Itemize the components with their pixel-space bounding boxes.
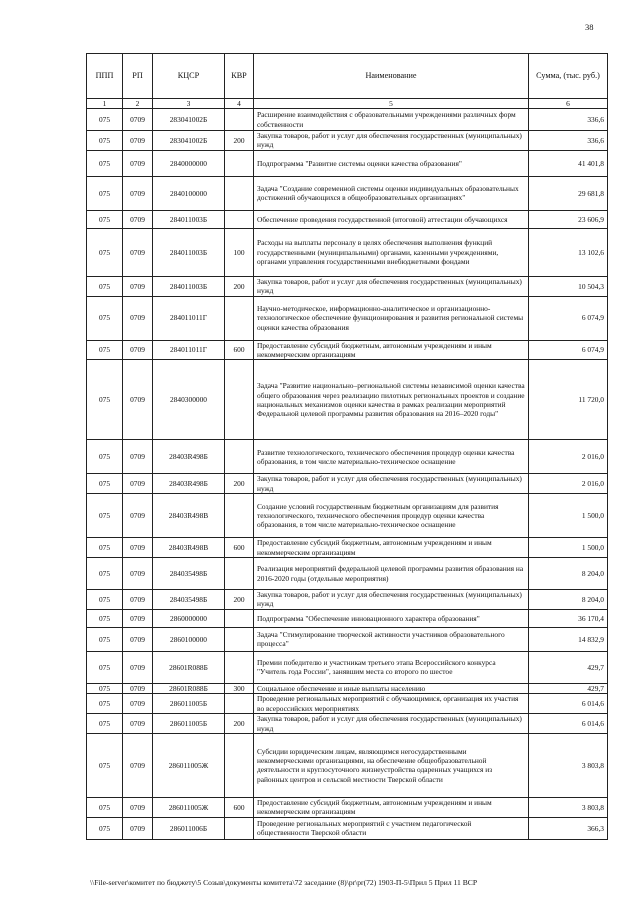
cell-sum: 6 074,9 bbox=[529, 296, 608, 340]
table-row bbox=[87, 440, 608, 474]
cell-sum: 13 102,6 bbox=[529, 228, 608, 276]
cell-sum: 10 504,3 bbox=[529, 276, 608, 296]
page-number: 38 bbox=[585, 22, 594, 32]
cell-sum: 3 803,8 bbox=[529, 733, 608, 797]
table-row bbox=[87, 714, 608, 734]
cell-name: Подпрограмма "Обеспечение инновационного характера образования" bbox=[254, 609, 529, 627]
table-row bbox=[87, 590, 608, 610]
budget-table bbox=[86, 53, 608, 840]
cell-name: Субсидии юридическим лицам, являющимся негосударственными некоммерческими организациями, на обеспечение общеобразовательной деятельности и круглосуточного жизнеустройства одаренных учащихся из районных центров и сельской местности Тверской области bbox=[254, 733, 529, 797]
cell-kvr bbox=[225, 360, 254, 440]
cell-kvr bbox=[225, 150, 254, 176]
cell-rp: 0709 bbox=[123, 109, 153, 131]
cell-rp: 0709 bbox=[123, 558, 153, 590]
cell-name: Задача "Создание современной системы оценки индивидуальных образовательных достижений обучающихся в общеобразовательных организациях" bbox=[254, 176, 529, 210]
cell-ppp: 075 bbox=[87, 176, 123, 210]
cell-ppp: 075 bbox=[87, 210, 123, 228]
cell-sum: 23 606,9 bbox=[529, 210, 608, 228]
cell-rp: 0709 bbox=[123, 817, 153, 839]
header-sum: Сумма, (тыс. руб.) bbox=[529, 54, 608, 99]
cell-sum: 36 170,4 bbox=[529, 609, 608, 627]
cell-sum: 41 401,8 bbox=[529, 150, 608, 176]
cell-name: Проведение региональных мероприятий с участием педагогической общественности Тверской области bbox=[254, 817, 529, 839]
table-row bbox=[87, 228, 608, 276]
cell-ppp: 075 bbox=[87, 474, 123, 494]
cell-rp: 0709 bbox=[123, 440, 153, 474]
cell-sum: 8 204,0 bbox=[529, 558, 608, 590]
cell-ppp: 075 bbox=[87, 360, 123, 440]
cell-ppp: 075 bbox=[87, 340, 123, 360]
cell-rp: 0709 bbox=[123, 296, 153, 340]
table-row bbox=[87, 296, 608, 340]
cell-rp: 0709 bbox=[123, 360, 153, 440]
cell-sum: 429,7 bbox=[529, 683, 608, 693]
cell-kcsr: 284035498Б bbox=[153, 590, 225, 610]
cell-ppp: 075 bbox=[87, 558, 123, 590]
cell-kcsr: 283041002Б bbox=[153, 109, 225, 131]
cell-sum: 1 500,0 bbox=[529, 538, 608, 558]
cell-kcsr: 2860000000 bbox=[153, 609, 225, 627]
table-row bbox=[87, 340, 608, 360]
cell-rp: 0709 bbox=[123, 590, 153, 610]
column-number: 2 bbox=[123, 99, 153, 109]
cell-kvr bbox=[225, 210, 254, 228]
cell-kvr: 200 bbox=[225, 131, 254, 151]
cell-rp: 0709 bbox=[123, 210, 153, 228]
cell-ppp: 075 bbox=[87, 109, 123, 131]
cell-ppp: 075 bbox=[87, 276, 123, 296]
cell-name: Закупка товаров, работ и услуг для обеспечения государственных (муниципальных) нужд bbox=[254, 474, 529, 494]
cell-ppp: 075 bbox=[87, 590, 123, 610]
cell-name: Обеспечение проведения государственной (итоговой) аттестации обучающихся bbox=[254, 210, 529, 228]
cell-rp: 0709 bbox=[123, 694, 153, 714]
cell-kvr: 100 bbox=[225, 228, 254, 276]
cell-kvr bbox=[225, 494, 254, 538]
header-ppp: ППП bbox=[87, 54, 123, 99]
cell-rp: 0709 bbox=[123, 683, 153, 693]
cell-rp: 0709 bbox=[123, 797, 153, 817]
cell-rp: 0709 bbox=[123, 651, 153, 683]
table-row bbox=[87, 627, 608, 651]
cell-kvr bbox=[225, 733, 254, 797]
cell-rp: 0709 bbox=[123, 150, 153, 176]
cell-kvr bbox=[225, 627, 254, 651]
cell-kvr: 200 bbox=[225, 714, 254, 734]
cell-ppp: 075 bbox=[87, 296, 123, 340]
header-kcsr: КЦСР bbox=[153, 54, 225, 99]
cell-ppp: 075 bbox=[87, 694, 123, 714]
cell-ppp: 075 bbox=[87, 609, 123, 627]
table-row bbox=[87, 538, 608, 558]
table-row bbox=[87, 494, 608, 538]
cell-name: Подпрограмма "Развитие системы оценки качества образования" bbox=[254, 150, 529, 176]
cell-kcsr: 28601R088Б bbox=[153, 683, 225, 693]
cell-rp: 0709 bbox=[123, 494, 153, 538]
column-number: 6 bbox=[529, 99, 608, 109]
cell-kvr: 200 bbox=[225, 474, 254, 494]
table-row bbox=[87, 131, 608, 151]
cell-kvr: 200 bbox=[225, 276, 254, 296]
cell-kvr bbox=[225, 176, 254, 210]
cell-sum: 14 832,9 bbox=[529, 627, 608, 651]
cell-kcsr: 28403R498Б bbox=[153, 474, 225, 494]
table-row bbox=[87, 797, 608, 817]
cell-name: Премии победителю и участникам третьего этапа Всероссийского конкурса "Учитель года России", занявшим места со второго по шестое bbox=[254, 651, 529, 683]
cell-kcsr: 2840100000 bbox=[153, 176, 225, 210]
cell-name: Развитие технологического, технического обеспечения процедур оценки качества образования, в том числе материально-техническое оснащение bbox=[254, 440, 529, 474]
table-row bbox=[87, 609, 608, 627]
cell-kcsr: 28403R498В bbox=[153, 538, 225, 558]
cell-kcsr: 286011005Б bbox=[153, 714, 225, 734]
column-number-row bbox=[87, 99, 608, 109]
cell-rp: 0709 bbox=[123, 276, 153, 296]
cell-kcsr: 2840000000 bbox=[153, 150, 225, 176]
cell-name: Предоставление субсидий бюджетным, автономным учреждениям и иным некоммерческим организациям bbox=[254, 797, 529, 817]
cell-kvr: 300 bbox=[225, 683, 254, 693]
cell-kcsr: 28403R498В bbox=[153, 494, 225, 538]
cell-ppp: 075 bbox=[87, 733, 123, 797]
cell-sum: 2 016,0 bbox=[529, 474, 608, 494]
cell-kcsr: 284011003Б bbox=[153, 210, 225, 228]
cell-sum: 2 016,0 bbox=[529, 440, 608, 474]
cell-ppp: 075 bbox=[87, 627, 123, 651]
cell-ppp: 075 bbox=[87, 440, 123, 474]
table-body bbox=[87, 109, 608, 840]
cell-kcsr: 284035498Б bbox=[153, 558, 225, 590]
cell-kcsr: 284011011Г bbox=[153, 296, 225, 340]
cell-kvr bbox=[225, 694, 254, 714]
table-row bbox=[87, 817, 608, 839]
cell-ppp: 075 bbox=[87, 797, 123, 817]
table-row bbox=[87, 176, 608, 210]
cell-kcsr: 284011011Г bbox=[153, 340, 225, 360]
table-row bbox=[87, 558, 608, 590]
cell-kvr bbox=[225, 109, 254, 131]
cell-kvr bbox=[225, 296, 254, 340]
cell-sum: 6 014,6 bbox=[529, 714, 608, 734]
table-row bbox=[87, 210, 608, 228]
footer-file-path: \\File-server\комитет по бюджету\5 Созыв\документы комитета\72 заседание (8)\pr\pr(72) 1903-П-5\Прил 5 Прил 11 ВСР bbox=[90, 878, 478, 887]
cell-sum: 336,6 bbox=[529, 131, 608, 151]
cell-kcsr: 28601R088Б bbox=[153, 651, 225, 683]
cell-name: Проведение региональных мероприятий с обучающимися, организация их участия во всероссийских мероприятиях bbox=[254, 694, 529, 714]
cell-kvr: 600 bbox=[225, 797, 254, 817]
cell-name: Задача "Стимулирование творческой активности участников образовательного процесса" bbox=[254, 627, 529, 651]
cell-kcsr: 286011006Б bbox=[153, 817, 225, 839]
cell-name: Закупка товаров, работ и услуг для обеспечения государственных (муниципальных) нужд bbox=[254, 131, 529, 151]
cell-name: Закупка товаров, работ и услуг для обеспечения государственных (муниципальных) нужд bbox=[254, 590, 529, 610]
cell-ppp: 075 bbox=[87, 228, 123, 276]
cell-ppp: 075 bbox=[87, 714, 123, 734]
table-row bbox=[87, 694, 608, 714]
cell-kcsr: 283041002Б bbox=[153, 131, 225, 151]
cell-rp: 0709 bbox=[123, 131, 153, 151]
cell-kcsr: 286011005Ж bbox=[153, 733, 225, 797]
table-row bbox=[87, 109, 608, 131]
cell-kvr bbox=[225, 609, 254, 627]
column-number: 3 bbox=[153, 99, 225, 109]
cell-sum: 1 500,0 bbox=[529, 494, 608, 538]
cell-sum: 6 074,9 bbox=[529, 340, 608, 360]
cell-kcsr: 28403R498Б bbox=[153, 440, 225, 474]
cell-ppp: 075 bbox=[87, 817, 123, 839]
cell-rp: 0709 bbox=[123, 733, 153, 797]
table-row bbox=[87, 150, 608, 176]
cell-kcsr: 284011003Б bbox=[153, 276, 225, 296]
table-row bbox=[87, 733, 608, 797]
header-name: Наименование bbox=[254, 54, 529, 99]
column-number: 4 bbox=[225, 99, 254, 109]
column-number: 1 bbox=[87, 99, 123, 109]
cell-sum: 336,6 bbox=[529, 109, 608, 131]
cell-name: Закупка товаров, работ и услуг для обеспечения государственных (муниципальных) нужд bbox=[254, 276, 529, 296]
cell-rp: 0709 bbox=[123, 627, 153, 651]
cell-ppp: 075 bbox=[87, 150, 123, 176]
cell-sum: 8 204,0 bbox=[529, 590, 608, 610]
table-header-row bbox=[87, 54, 608, 99]
cell-sum: 3 803,8 bbox=[529, 797, 608, 817]
table-row bbox=[87, 683, 608, 693]
cell-kcsr: 2860100000 bbox=[153, 627, 225, 651]
cell-name: Социальное обеспечение и иные выплаты населению bbox=[254, 683, 529, 693]
cell-sum: 6 014,6 bbox=[529, 694, 608, 714]
cell-kcsr: 286011005Б bbox=[153, 694, 225, 714]
cell-ppp: 075 bbox=[87, 538, 123, 558]
cell-name: Научно-методическое, информационно-аналитическое и организационно-технологическое обеспечение функционирования и развития региональной системы оценки качества образования bbox=[254, 296, 529, 340]
cell-kvr bbox=[225, 558, 254, 590]
cell-kvr: 600 bbox=[225, 538, 254, 558]
cell-rp: 0709 bbox=[123, 714, 153, 734]
cell-sum: 429,7 bbox=[529, 651, 608, 683]
table-row bbox=[87, 360, 608, 440]
cell-kvr bbox=[225, 817, 254, 839]
cell-ppp: 075 bbox=[87, 131, 123, 151]
cell-rp: 0709 bbox=[123, 340, 153, 360]
cell-name: Создание условий государственным бюджетным организациям для развития технологического, технического обеспечения процедур оценки качества образования, в том числе материально-техническое оснащение bbox=[254, 494, 529, 538]
cell-ppp: 075 bbox=[87, 683, 123, 693]
table-row bbox=[87, 474, 608, 494]
cell-name: Расширение взаимодействия с образовательными учреждениями различных форм собственности bbox=[254, 109, 529, 131]
cell-ppp: 075 bbox=[87, 494, 123, 538]
cell-rp: 0709 bbox=[123, 228, 153, 276]
cell-rp: 0709 bbox=[123, 474, 153, 494]
cell-name: Предоставление субсидий бюджетным, автономным учреждениям и иным некоммерческим организациям bbox=[254, 340, 529, 360]
cell-rp: 0709 bbox=[123, 176, 153, 210]
cell-sum: 29 681,8 bbox=[529, 176, 608, 210]
cell-name: Закупка товаров, работ и услуг для обеспечения государственных (муниципальных) нужд bbox=[254, 714, 529, 734]
cell-rp: 0709 bbox=[123, 538, 153, 558]
cell-ppp: 075 bbox=[87, 651, 123, 683]
cell-kvr bbox=[225, 651, 254, 683]
cell-sum: 366,3 bbox=[529, 817, 608, 839]
cell-kvr: 200 bbox=[225, 590, 254, 610]
cell-kcsr: 2840300000 bbox=[153, 360, 225, 440]
cell-sum: 11 720,0 bbox=[529, 360, 608, 440]
cell-kvr: 600 bbox=[225, 340, 254, 360]
cell-rp: 0709 bbox=[123, 609, 153, 627]
cell-name: Задача "Развитие национально–региональной системы независимой оценки качества общего образования через реализацию пилотных региональных проектов и создание национальных механизмов оценки качества в рамках реализации мероприятий Федеральной целевой программы развития образования на 2016–2020 годы" bbox=[254, 360, 529, 440]
cell-kcsr: 286011005Ж bbox=[153, 797, 225, 817]
column-number: 5 bbox=[254, 99, 529, 109]
cell-kvr bbox=[225, 440, 254, 474]
header-rp: РП bbox=[123, 54, 153, 99]
cell-name: Реализация мероприятий федеральной целевой программы развития образования на 2016-2020 годы (отдельные мероприятия) bbox=[254, 558, 529, 590]
table-row bbox=[87, 651, 608, 683]
cell-name: Расходы на выплаты персоналу в целях обеспечения выполнения функций государственными (муниципальными) органами, казенными учреждениями, органами управления государственными внебюджетными фондами bbox=[254, 228, 529, 276]
header-kvr: КВР bbox=[225, 54, 254, 99]
cell-kcsr: 284011003Б bbox=[153, 228, 225, 276]
table-row bbox=[87, 276, 608, 296]
cell-name: Предоставление субсидий бюджетным, автономным учреждениям и иным некоммерческим организациям bbox=[254, 538, 529, 558]
